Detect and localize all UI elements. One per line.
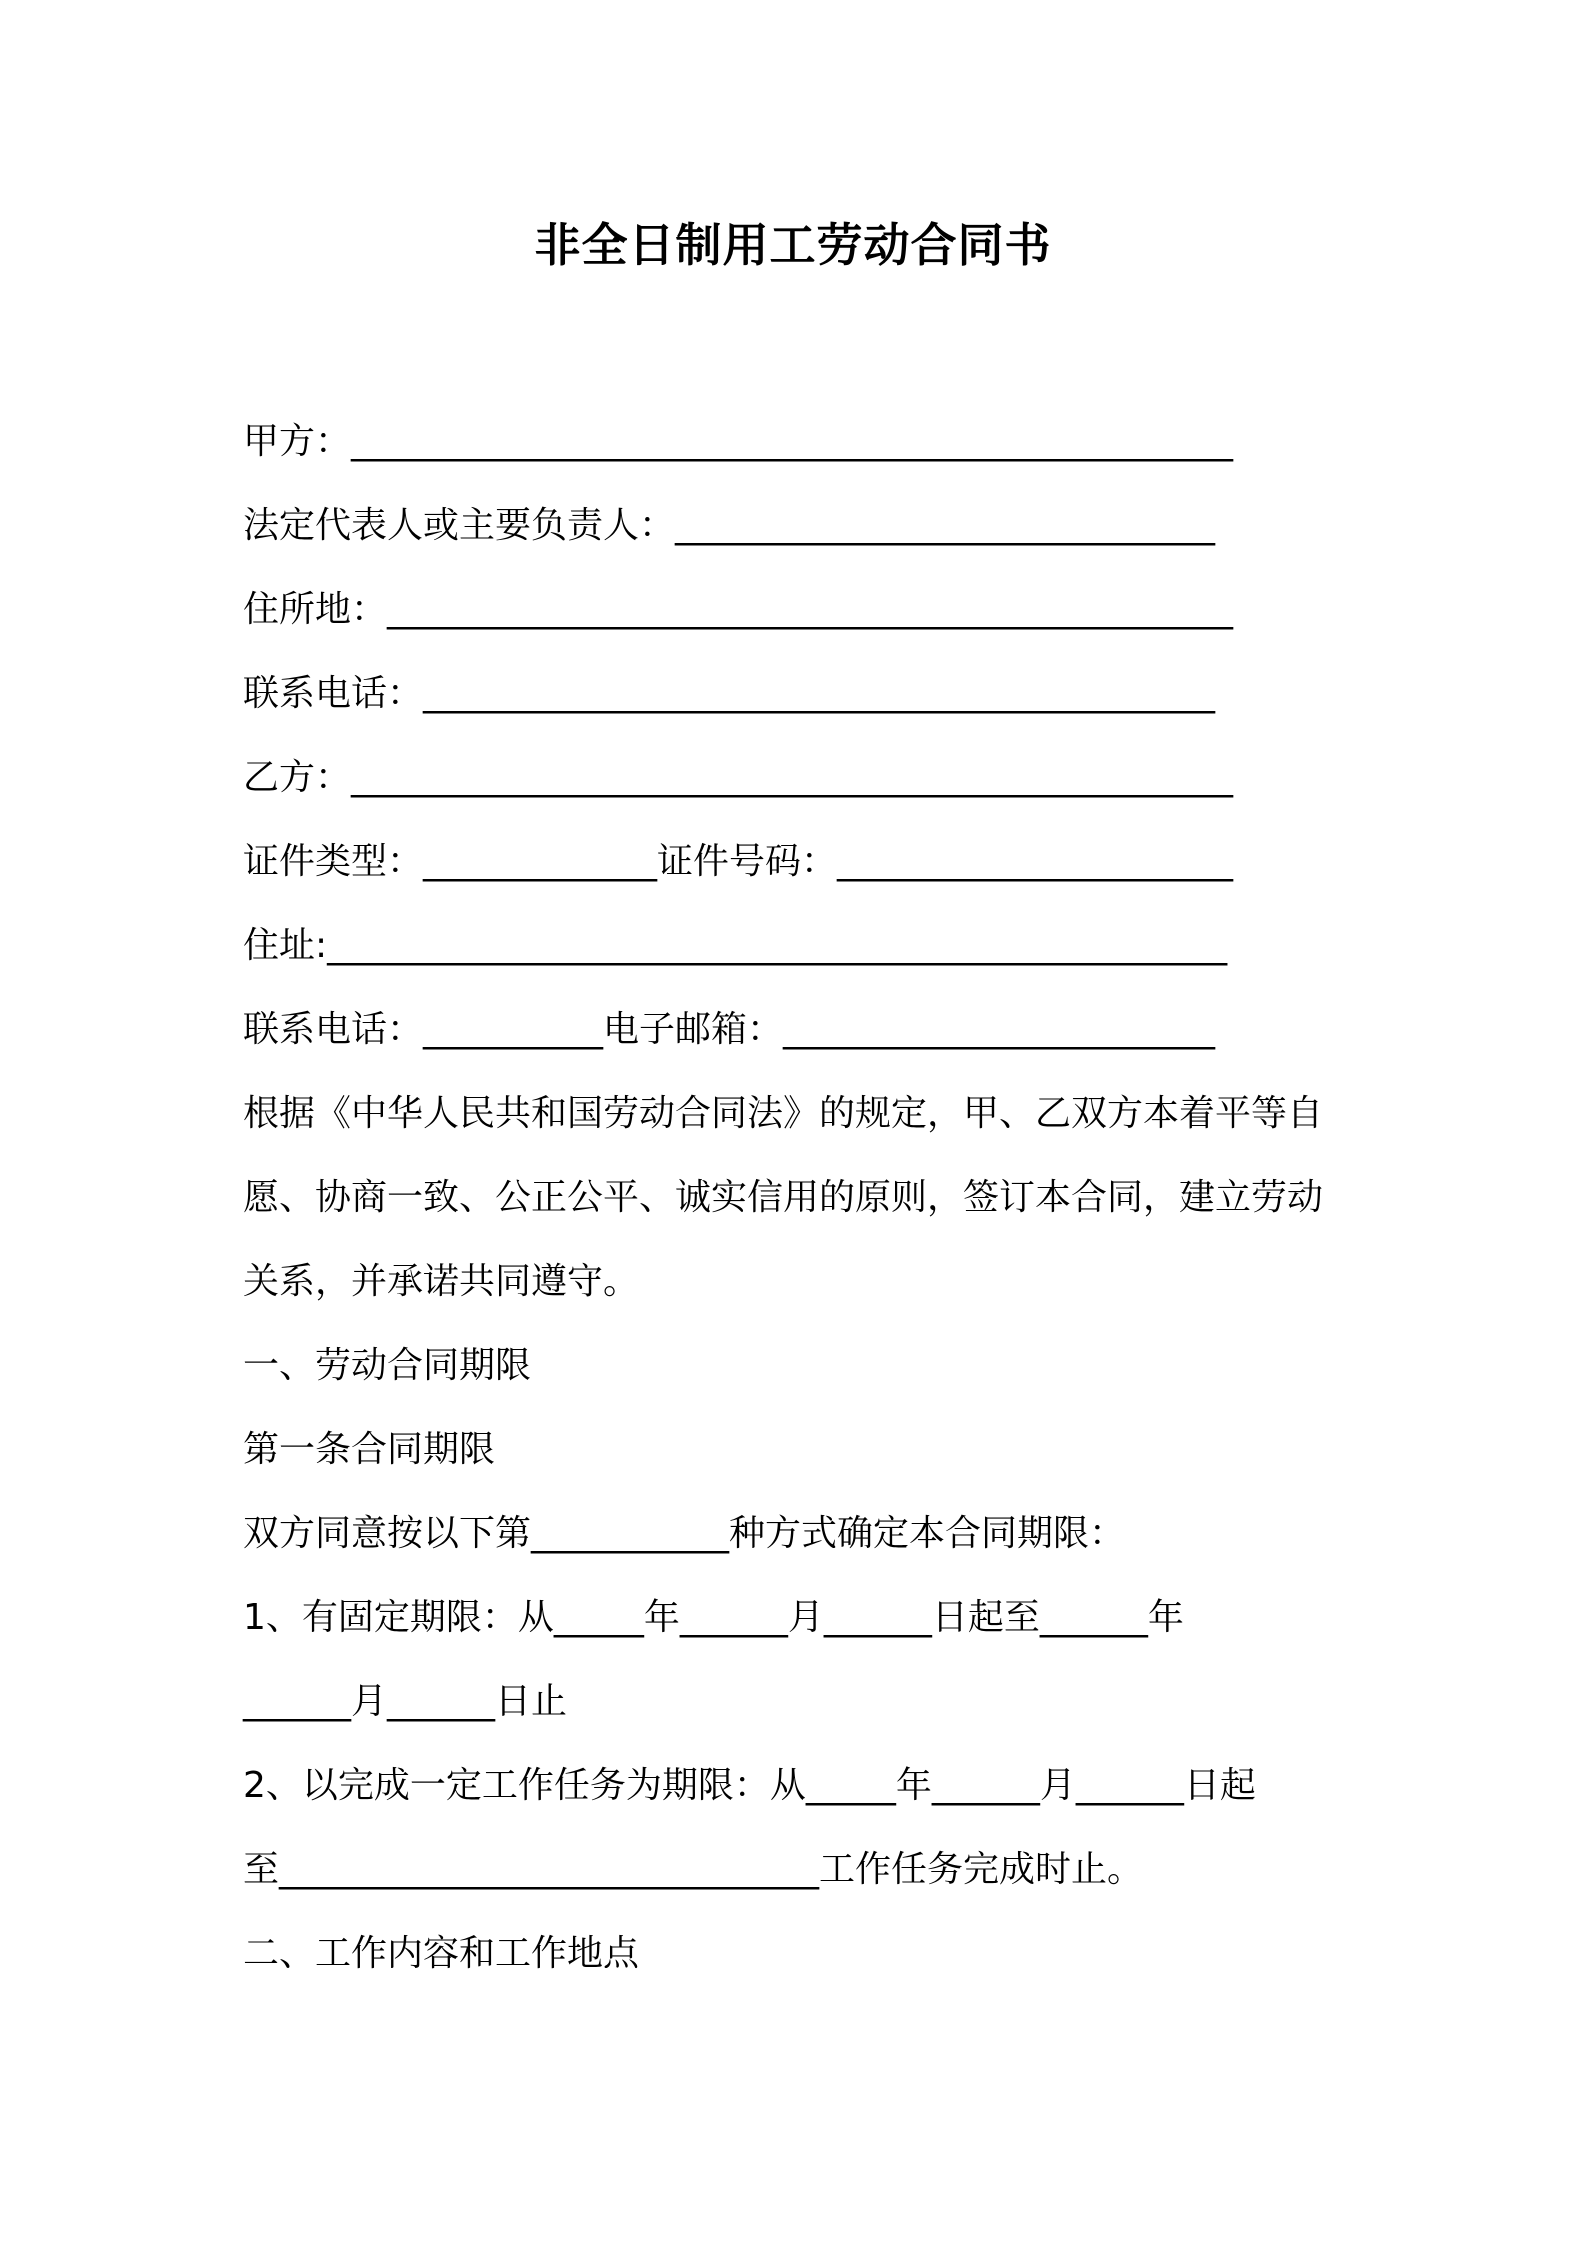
id-type-number-line: 证件类型：_____________证件号码：______________________ (243, 841, 1234, 882)
article-1-heading: 第一条合同期限 (243, 1429, 496, 1470)
fixed-term-line-2: ______月______日止 (243, 1681, 568, 1722)
party-b-line: 乙方：_________________________________________________ (243, 757, 1234, 798)
party-b-phone-email-line: 联系电话：__________电子邮箱：________________________ (243, 1009, 1216, 1050)
document-title: 非全日制用工劳动合同书 (534, 218, 1052, 272)
preamble-line-1: 根据《中华人民共和国劳动合同法》的规定，甲、乙双方本着平等自 (243, 1093, 1324, 1134)
party-b-address-line: 住址:__________________________________________________ (243, 925, 1228, 966)
legal-representative-line: 法定代表人或主要负责人：______________________________ (243, 505, 1216, 546)
term-method-line: 双方同意按以下第___________种方式确定本合同期限： (243, 1513, 1126, 1554)
section-1-heading: 一、劳动合同期限 (243, 1345, 532, 1386)
preamble-line-2: 愿、协商一致、公正公平、诚实信用的原则，签订本合同，建立劳动 (243, 1177, 1324, 1218)
party-a-line: 甲方：_________________________________________________ (243, 421, 1234, 462)
party-a-phone-line: 联系电话：____________________________________________ (243, 673, 1216, 714)
fixed-term-line-1: 1、有固定期限：从_____年______月______日起至______年 (243, 1597, 1184, 1638)
section-2-heading: 二、工作内容和工作地点 (243, 1933, 640, 1974)
party-a-address-line: 住所地：_______________________________________________ (243, 589, 1234, 630)
task-term-line-1: 2、以完成一定工作任务为期限：从_____年______月______日起 (243, 1765, 1256, 1806)
preamble-line-3: 关系，并承诺共同遵守。 (243, 1261, 640, 1302)
task-term-line-2: 至______________________________工作任务完成时止。 (243, 1849, 1144, 1890)
